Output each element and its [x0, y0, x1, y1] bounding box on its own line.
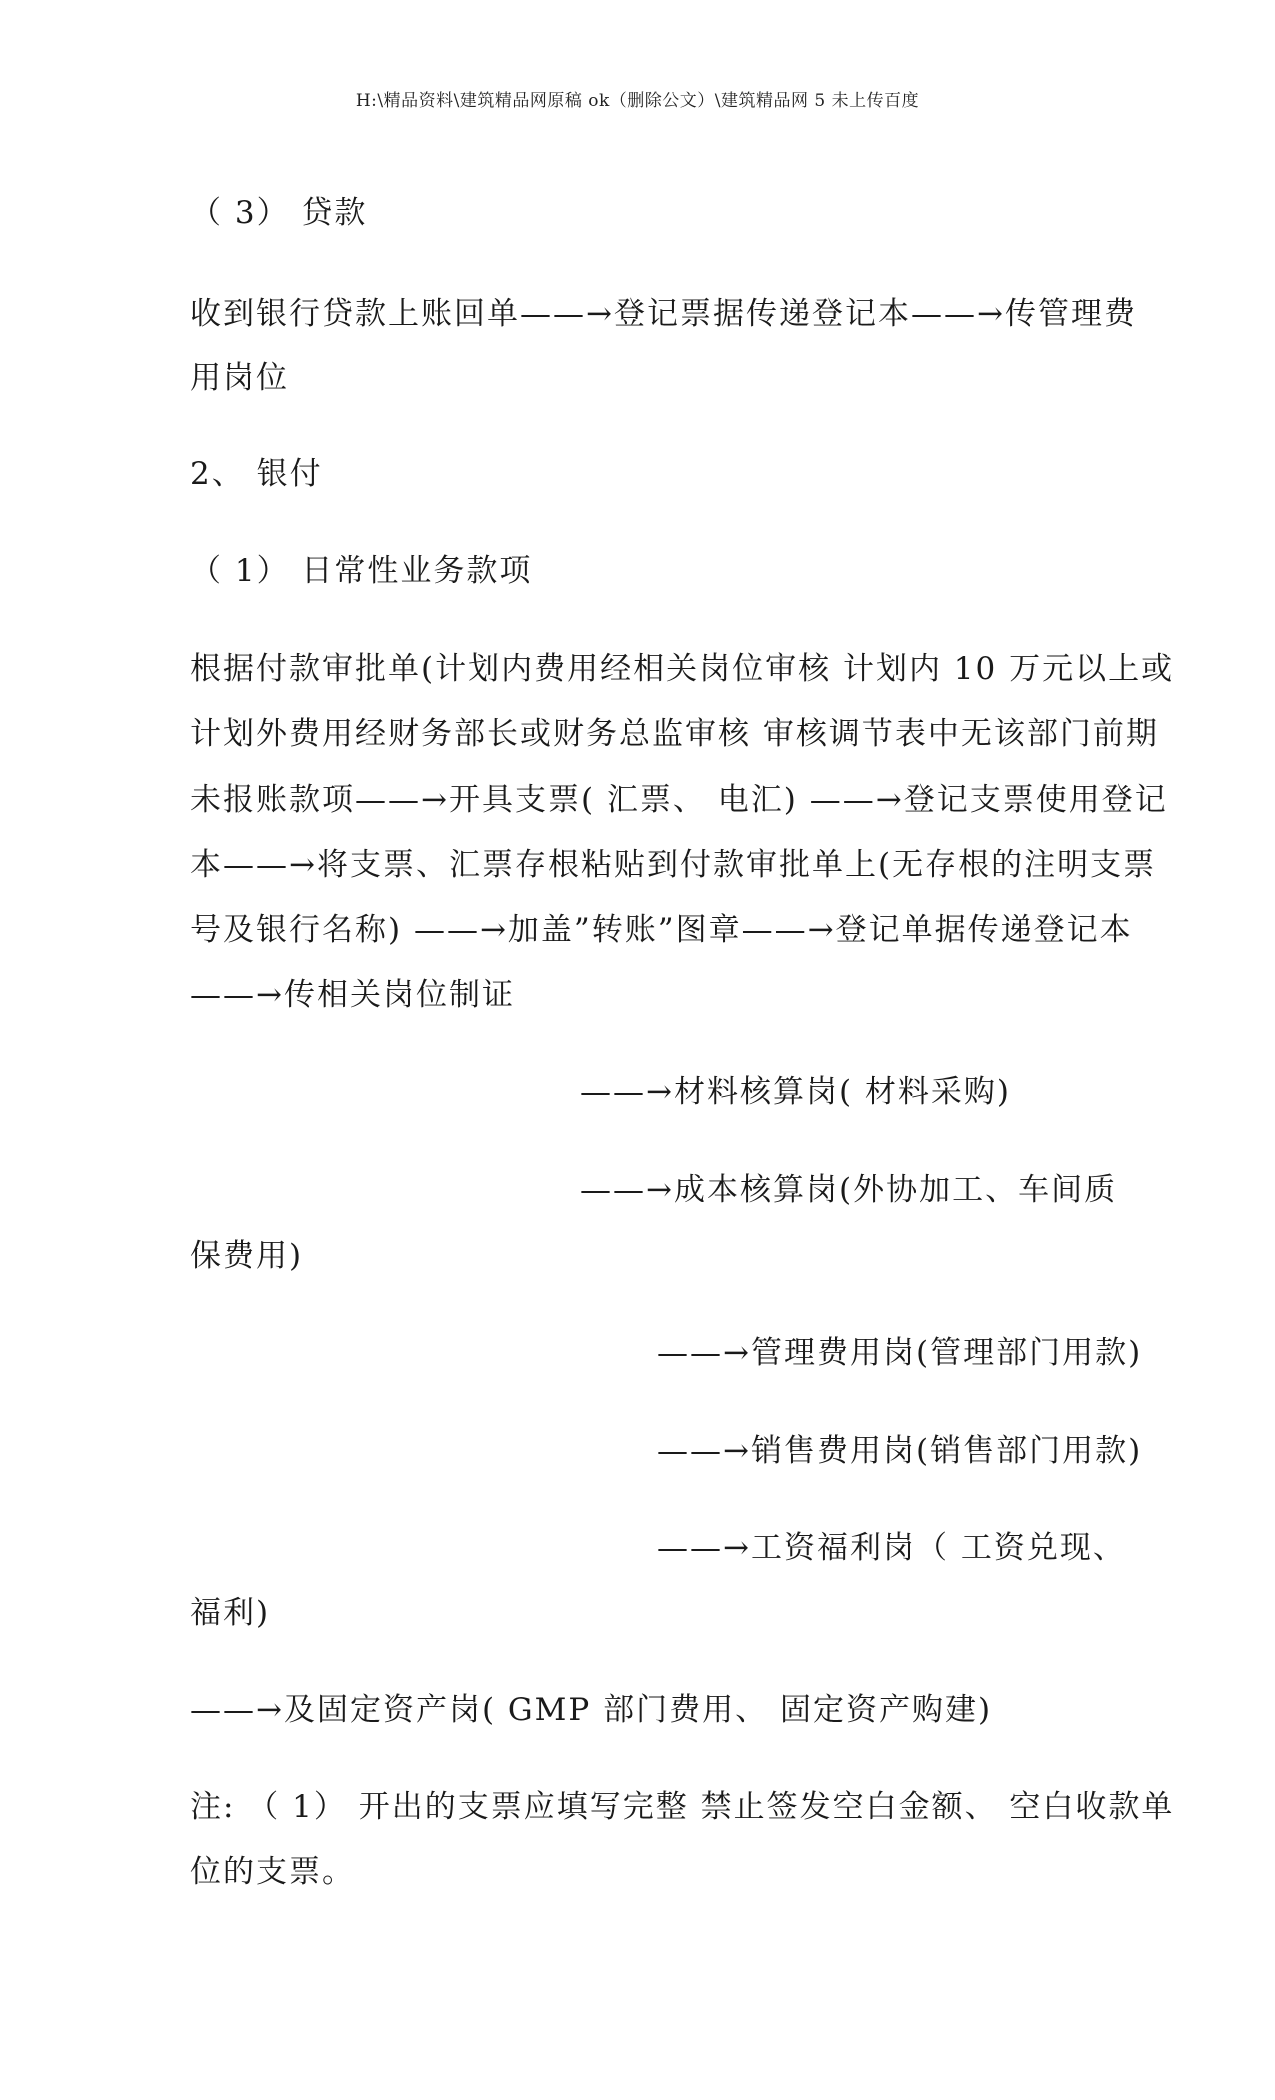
flow-branch-fixed-assets: ——→及固定资产岗( GMP 部门费用、 固定资产购建)	[190, 1692, 993, 1728]
flow-branch-payroll: ——→工资福利岗（ 工资兑现、	[657, 1530, 1126, 1566]
flow-branch-admin-expense: ——→管理费用岗(管理部门用款)	[657, 1335, 1143, 1371]
section-heading-loan: （ 3） 贷款	[190, 195, 368, 231]
paragraph-line: 本——→将支票、汇票存根粘贴到付款审批单上(无存根的注明支票	[190, 847, 1157, 883]
paragraph-line: 保费用)	[190, 1238, 304, 1274]
paragraph-line: 收到银行贷款上账回单——→登记票据传递登记本——→传管理费	[190, 296, 1137, 332]
flow-branch-cost: ——→成本核算岗(外协加工、车间质	[580, 1172, 1118, 1208]
paragraph-line: 福利)	[190, 1595, 271, 1631]
paragraph-line: 根据付款审批单(计划内费用经相关岗位审核 计划内 10 万元以上或	[190, 651, 1175, 687]
subsection-heading-daily-payments: （ 1） 日常性业务款项	[190, 553, 533, 589]
note-line: 注: （ 1） 开出的支票应填写完整 禁止签发空白金额、 空白收款单	[190, 1789, 1175, 1825]
header-file-path: H:\精品资料\建筑精品网原稿 ok（删除公文）\建筑精品网 5 未上传百度	[355, 91, 920, 111]
flow-branch-material: ——→材料核算岗( 材料采购)	[580, 1074, 1012, 1110]
flow-branch-sales-expense: ——→销售费用岗(销售部门用款)	[657, 1433, 1143, 1469]
paragraph-line: 号及银行名称) ——→加盖”转账”图章——→登记单据传递登记本	[190, 912, 1133, 948]
paragraph-line: ——→传相关岗位制证	[190, 977, 515, 1013]
paragraph-line: 用岗位	[190, 360, 289, 396]
paragraph-line: 未报账款项——→开具支票( 汇票、 电汇) ——→登记支票使用登记	[190, 782, 1168, 818]
note-line: 位的支票。	[190, 1854, 355, 1890]
section-heading-bank-payment: 2、 银付	[190, 456, 323, 492]
paragraph-line: 计划外费用经财务部长或财务总监审核 审核调节表中无该部门前期	[190, 716, 1159, 752]
